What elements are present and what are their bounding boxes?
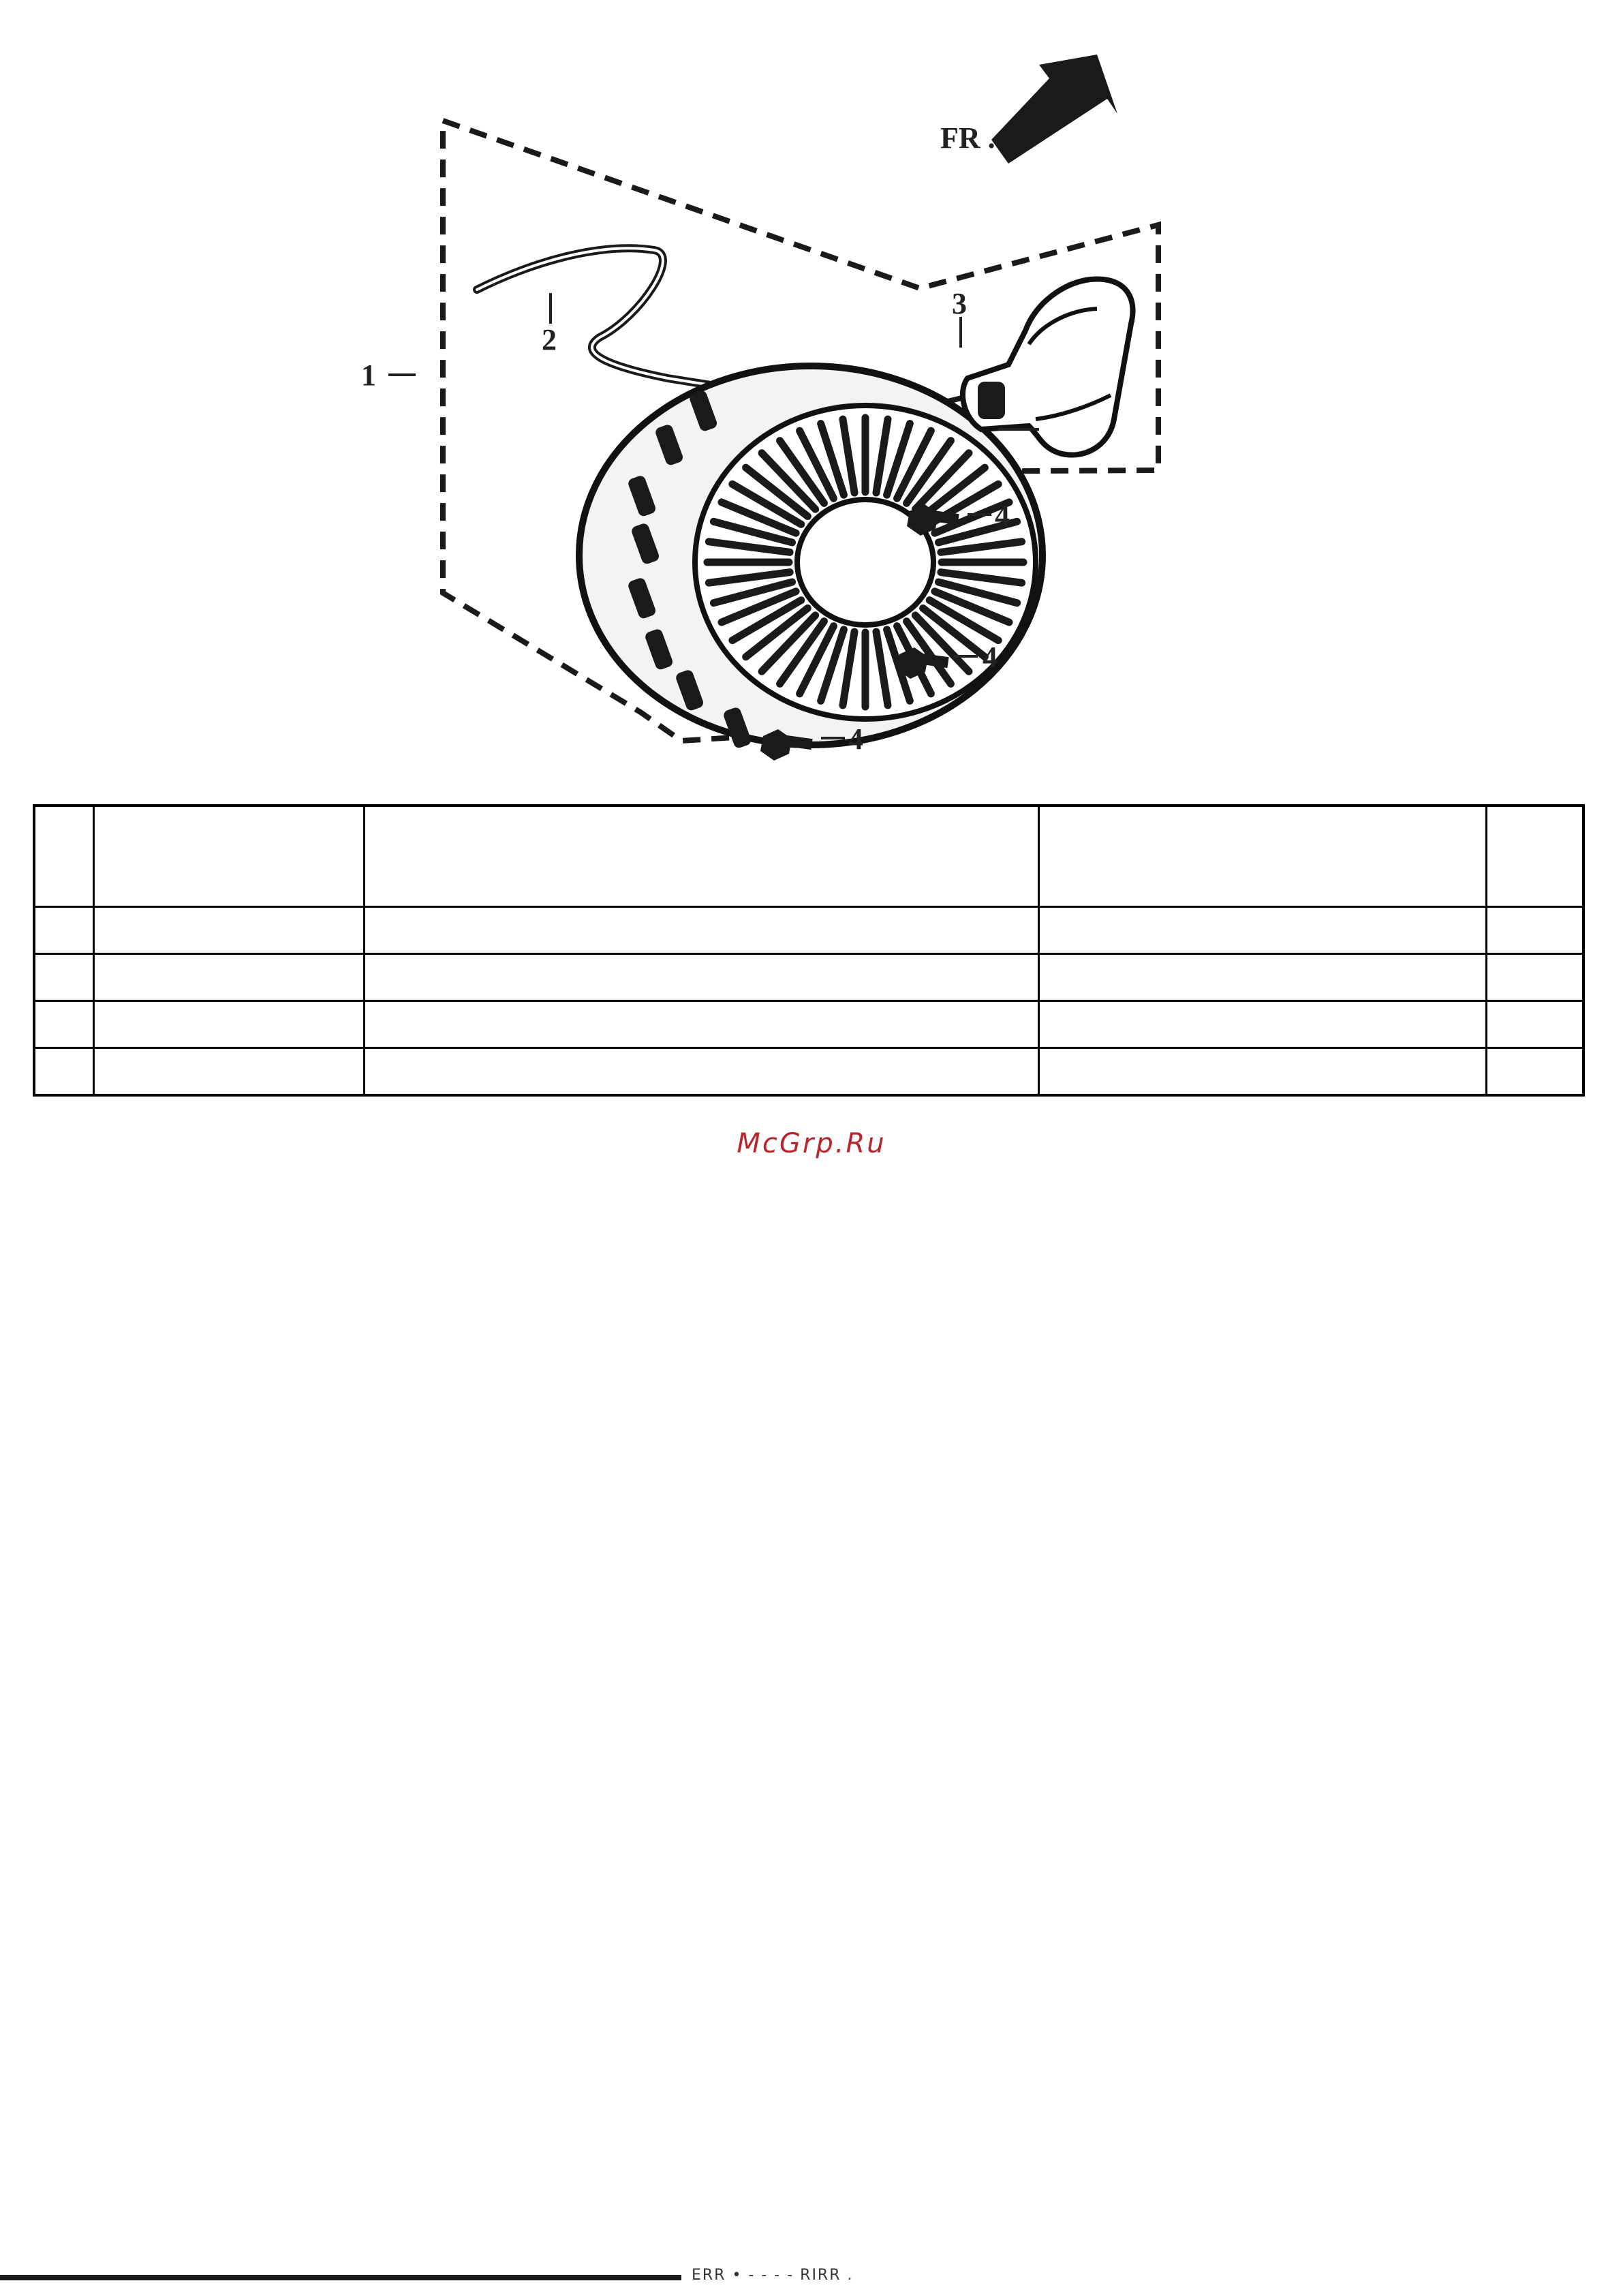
watermark-link[interactable]: McGrp.Ru bbox=[737, 1128, 886, 1159]
parts-list-table bbox=[33, 804, 1585, 1097]
callout-bolt: 4 bbox=[983, 641, 998, 674]
table-cell bbox=[365, 1001, 1038, 1048]
table-row bbox=[34, 1001, 1583, 1048]
header-cell bbox=[34, 806, 93, 907]
front-direction-label: FR . bbox=[940, 121, 995, 155]
callout-recoil-starter: 1 bbox=[361, 358, 376, 392]
table-cell bbox=[365, 1048, 1038, 1096]
table-cell bbox=[34, 907, 93, 954]
table-cell bbox=[34, 1001, 93, 1048]
starter-handle bbox=[963, 279, 1133, 455]
header-cell bbox=[1486, 806, 1583, 907]
callout-bolt: 4 bbox=[848, 722, 863, 756]
table-cell bbox=[93, 1001, 365, 1048]
table-cell bbox=[1038, 907, 1486, 954]
footer-rule bbox=[0, 2275, 681, 2280]
header-cell bbox=[365, 806, 1038, 907]
table-row bbox=[34, 907, 1583, 954]
footer-text: ERR • - - - - RIRR . bbox=[692, 2267, 854, 2284]
recoil-starter-exploded-diagram bbox=[245, 37, 1233, 794]
callout-bolt: 4 bbox=[995, 499, 1010, 532]
table-row bbox=[34, 954, 1583, 1001]
header-cell bbox=[1038, 806, 1486, 907]
table-cell bbox=[1038, 954, 1486, 1001]
table-cell bbox=[365, 954, 1038, 1001]
table-cell bbox=[34, 954, 93, 1001]
table-cell bbox=[1486, 907, 1583, 954]
table-cell bbox=[93, 907, 365, 954]
table-cell bbox=[93, 954, 365, 1001]
front-direction-arrow bbox=[991, 55, 1117, 164]
table-cell bbox=[34, 1048, 93, 1096]
table-row bbox=[34, 1048, 1583, 1096]
table-cell bbox=[365, 907, 1038, 954]
header-cell bbox=[93, 806, 365, 907]
callout-rope: 2 bbox=[542, 323, 557, 356]
table-cell bbox=[93, 1048, 365, 1096]
table-cell bbox=[1486, 954, 1583, 1001]
table-cell bbox=[1486, 1001, 1583, 1048]
table-cell bbox=[1486, 1048, 1583, 1096]
table-header-row bbox=[34, 806, 1583, 907]
table-cell bbox=[1038, 1001, 1486, 1048]
table-cell bbox=[1038, 1048, 1486, 1096]
callout-handle: 3 bbox=[952, 287, 967, 320]
